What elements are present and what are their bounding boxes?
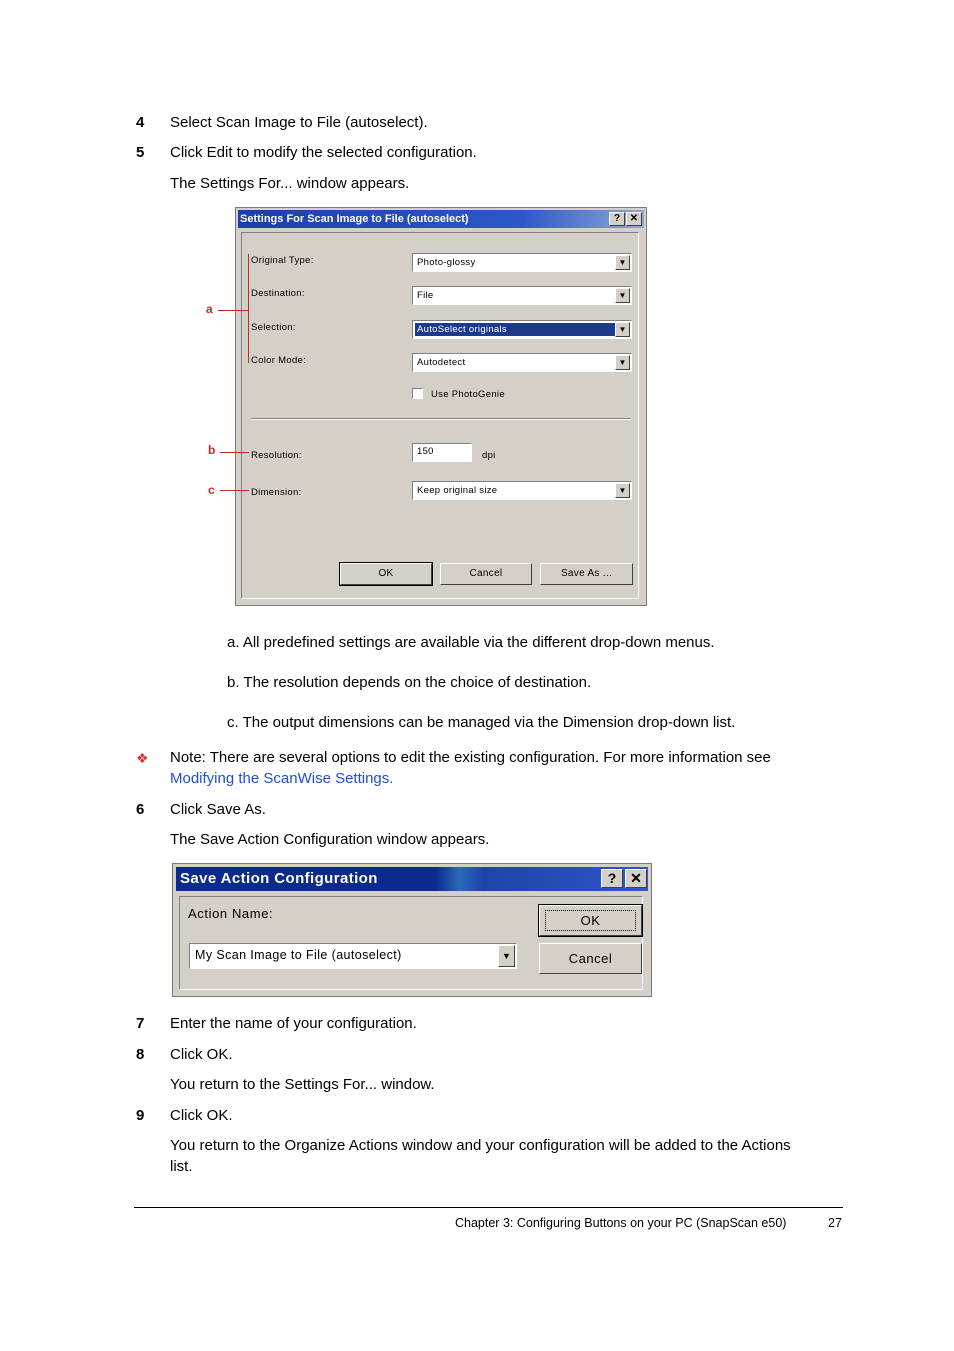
resolution-value: 150	[417, 446, 434, 457]
note-text: Note: There are several options to edit the existing configuration. For more information see	[170, 749, 771, 766]
dialog-title: Settings For Scan Image to File (autoselect)	[238, 210, 644, 228]
action-panel	[179, 896, 643, 990]
settings-dialog	[235, 207, 647, 606]
step-number: 5	[136, 144, 145, 161]
resolution-input[interactable]	[412, 443, 472, 462]
callout-c: c	[208, 483, 215, 497]
footer-chapter: Chapter 3: Configuring Buttons on your PC (SnapScan e50)	[455, 1216, 787, 1230]
chevron-down-icon[interactable]: ▼	[615, 322, 630, 337]
destination-label: Destination:	[251, 288, 305, 299]
photogenie-label: Use PhotoGenie	[431, 389, 505, 400]
original-type-value: Photo-glossy	[417, 257, 476, 268]
step-number: 4	[136, 114, 145, 131]
settings-panel	[241, 232, 639, 599]
close-button[interactable]: ✕	[626, 212, 642, 226]
step-number: 8	[136, 1046, 145, 1063]
dimension-label: Dimension:	[251, 487, 302, 498]
step-text: Enter the name of your configuration.	[170, 1015, 417, 1032]
destination-select[interactable]	[412, 286, 632, 305]
original-type-label: Original Type:	[251, 255, 314, 266]
caption-a: a. All predefined settings are available via the different drop-down menus.	[227, 634, 715, 651]
callout-b: b	[208, 443, 216, 457]
color-mode-label: Color Mode:	[251, 355, 307, 366]
color-mode-value: Autodetect	[417, 357, 466, 368]
close-button[interactable]: ✕	[625, 869, 647, 888]
selection-select[interactable]	[412, 320, 632, 339]
callout-line	[220, 452, 249, 453]
caption-b: b. The resolution depends on the choice of destination.	[227, 674, 592, 691]
color-mode-select[interactable]	[412, 353, 632, 372]
divider	[251, 418, 631, 420]
selection-value: AutoSelect originals	[415, 323, 615, 336]
photogenie-checkbox[interactable]	[412, 388, 423, 399]
chevron-down-icon[interactable]: ▼	[615, 255, 630, 270]
chevron-down-icon[interactable]: ▼	[615, 355, 630, 370]
footer-rule	[134, 1207, 843, 1208]
resolution-unit: dpi	[482, 450, 496, 461]
cancel-button[interactable]: Cancel	[539, 943, 642, 974]
save-action-dialog	[172, 863, 652, 997]
selection-label: Selection:	[251, 322, 296, 333]
step-text: Select Scan Image to File (autoselect).	[170, 114, 428, 131]
callout-bracket	[248, 254, 249, 363]
destination-value: File	[417, 290, 434, 301]
dimension-select[interactable]	[412, 481, 632, 500]
step-subtext: The Settings For... window appears.	[170, 175, 410, 192]
help-button[interactable]: ?	[601, 869, 623, 888]
original-type-select[interactable]	[412, 253, 632, 272]
save-as-button[interactable]: Save As ...	[540, 563, 633, 585]
step-subtext: The Save Action Configuration window appears.	[170, 831, 490, 848]
callout-line	[218, 310, 248, 311]
dialog-title: Save Action Configuration	[176, 867, 648, 891]
dimension-value: Keep original size	[417, 485, 498, 496]
step-number: 7	[136, 1015, 145, 1032]
note-icon: ❖	[136, 750, 149, 766]
chevron-down-icon[interactable]: ▼	[498, 945, 515, 967]
step-number: 6	[136, 801, 145, 818]
chevron-down-icon[interactable]: ▼	[615, 483, 630, 498]
resolution-label: Resolution:	[251, 450, 302, 461]
action-name-value: My Scan Image to File (autoselect)	[195, 948, 402, 962]
callout-a: a	[206, 302, 213, 316]
note-link[interactable]: Modifying the ScanWise Settings.	[170, 770, 394, 787]
step-subtext: list.	[170, 1158, 193, 1175]
action-name-label: Action Name:	[188, 906, 274, 921]
step-subtext: You return to the Organize Actions window and your configuration will be added to the Actions	[170, 1137, 791, 1154]
page-number: 27	[828, 1216, 842, 1230]
cancel-button[interactable]: Cancel	[440, 563, 532, 585]
ok-button[interactable]	[539, 905, 642, 936]
help-button[interactable]: ?	[609, 212, 625, 226]
step-text: Click OK.	[170, 1046, 233, 1063]
ok-button-label: OK	[545, 910, 636, 931]
ok-button[interactable]: OK	[340, 563, 432, 585]
action-name-input[interactable]	[189, 943, 517, 969]
step-number: 9	[136, 1107, 145, 1124]
chevron-down-icon[interactable]: ▼	[615, 288, 630, 303]
step-text: Click Save As.	[170, 801, 266, 818]
callout-line	[220, 490, 249, 491]
step-text: Click Edit to modify the selected configuration.	[170, 144, 477, 161]
caption-c: c. The output dimensions can be managed via the Dimension drop-down list.	[227, 714, 736, 731]
step-subtext: You return to the Settings For... window.	[170, 1076, 435, 1093]
step-text: Click OK.	[170, 1107, 233, 1124]
